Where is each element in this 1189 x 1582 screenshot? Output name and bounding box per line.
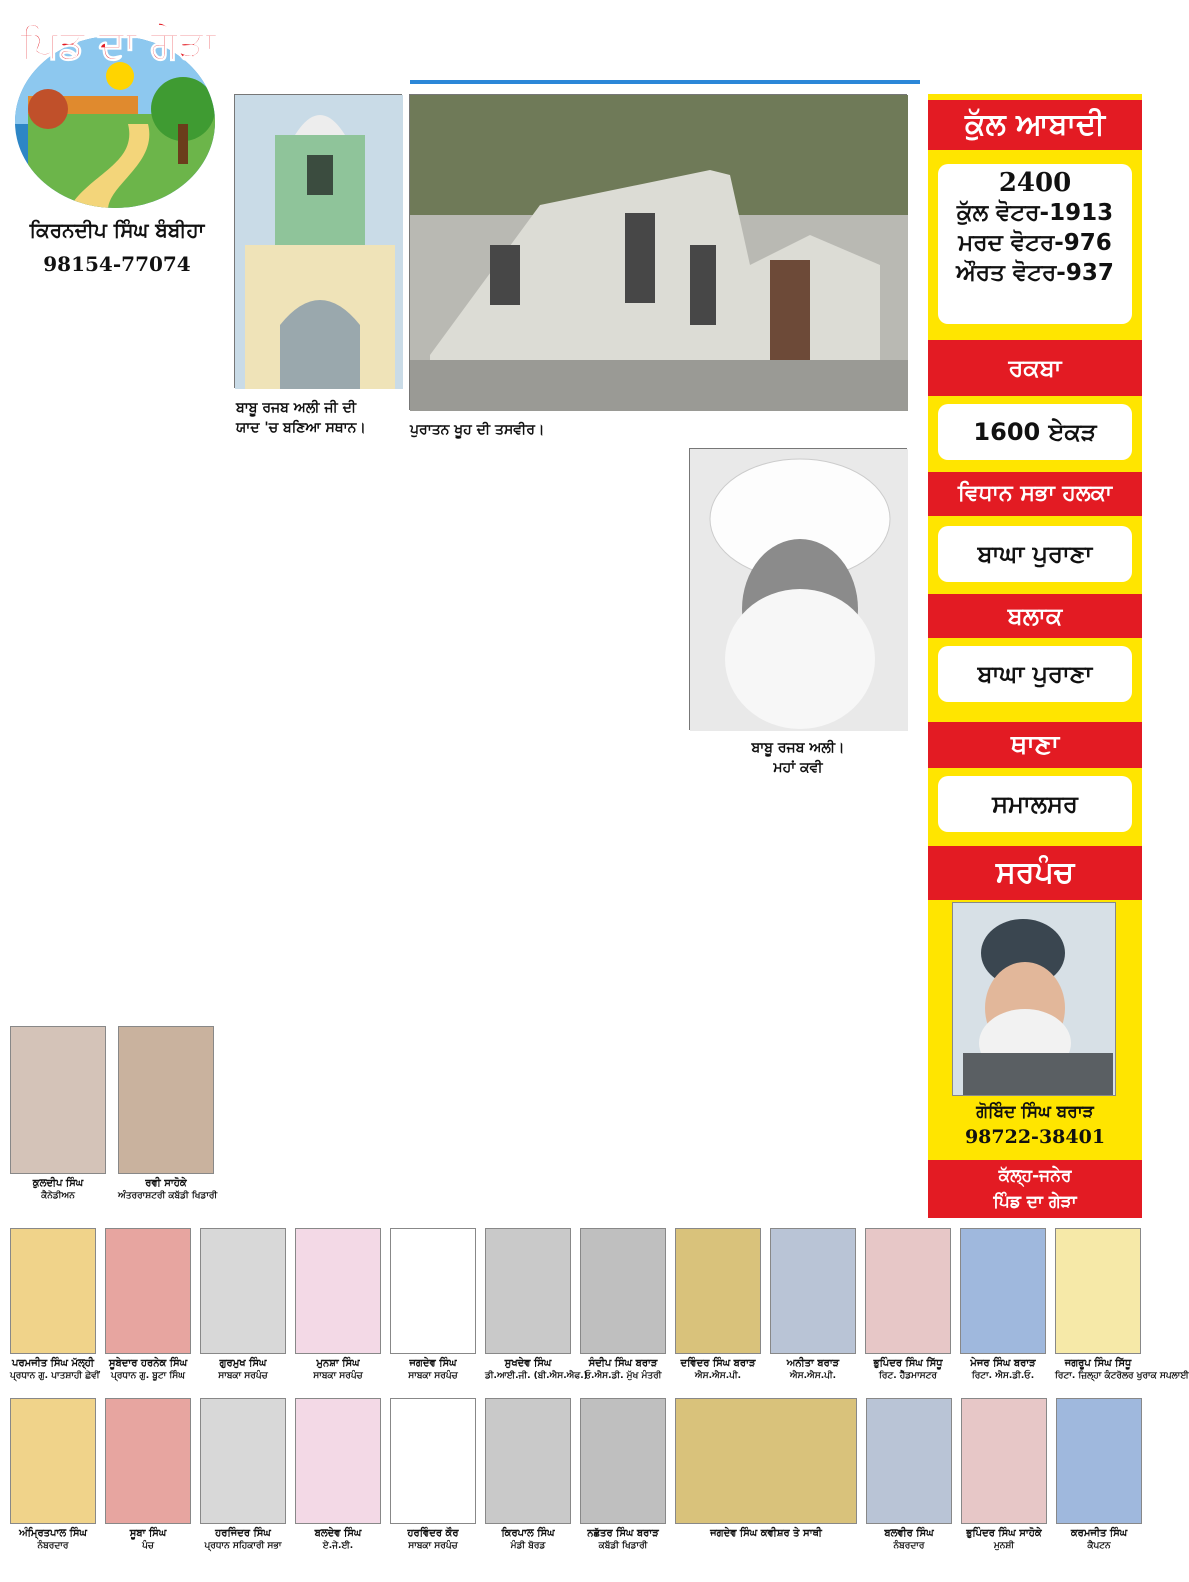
person-photo: [580, 1398, 666, 1524]
poet-caption-line2: ਮਹਾਂ ਕਵੀ: [773, 760, 823, 776]
person-card: [1056, 1398, 1142, 1552]
person-card: [200, 1228, 286, 1382]
person-card: [485, 1228, 588, 1382]
population-box: [938, 164, 1132, 324]
person-card: [485, 1398, 571, 1552]
person-photo: [866, 1398, 952, 1524]
person-photo: [105, 1398, 191, 1524]
person-photo: [865, 1228, 951, 1354]
person-desc: ਏ.ਜੇ.ਈ.: [322, 1541, 354, 1551]
person-card: [105, 1398, 191, 1552]
person-card: [770, 1228, 856, 1382]
footer-line1: ਕੱਲ੍ਹ-ਜਨੇਰ: [998, 1166, 1072, 1186]
person-name: ਮੇਜਰ ਸਿੰਘ ਬਰਾੜ: [970, 1358, 1036, 1369]
reporter-phone: 98154-77074: [43, 252, 191, 276]
person-photo: [10, 1398, 96, 1524]
memorial-caption-line2: ਯਾਦ 'ਚ ਬਣਿਆ ਸਥਾਨ।: [236, 420, 366, 436]
sarpanch-name: ਗੋਬਿੰਦ ਸਿੰਘ ਬਰਾੜ: [976, 1102, 1094, 1122]
person-name: ਭੁਪਿੰਦਰ ਸਿੰਘ ਸਿੱਧੂ: [873, 1358, 943, 1369]
person-desc: ਸਾਬਕਾ ਸਰਪੰਚ: [408, 1371, 458, 1381]
person-name: ਅਨੀਤਾ ਬਰਾੜ: [786, 1358, 840, 1369]
male-voters: ਮਰਦ ਵੋਟਰ-976: [958, 230, 1112, 256]
person-card-ravi: [118, 1026, 218, 1202]
person-desc: ਐਸ.ਐਸ.ਪੀ.: [789, 1371, 837, 1381]
person-photo: [960, 1228, 1046, 1354]
person-desc: ਸਾਬਕਾ ਸਰਪੰਚ: [313, 1371, 363, 1381]
person-desc: ਪ੍ਰਧਾਨ ਗੁ. ਬੂਟਾ ਸਿੰਘ: [111, 1371, 185, 1381]
village-round-logo: [8, 4, 222, 210]
person-card: [580, 1398, 666, 1552]
person-name: ਹਰਵਿੰਦਰ ਕੌਰ: [407, 1528, 459, 1539]
person-photo: [770, 1228, 856, 1354]
person-photo: [675, 1228, 761, 1354]
person-name: ਕਰਮਜੀਤ ਸਿੰਘ: [1070, 1528, 1128, 1539]
person-card: [866, 1398, 952, 1552]
person-desc: ਮੰਡੀ ਬੋਰਡ: [510, 1541, 546, 1551]
person-name: ਜਗਦੇਵ ਸਿੰਘ: [409, 1358, 457, 1369]
person-name: ਕਿਰਪਾਲ ਸਿੰਘ: [501, 1528, 555, 1539]
person-name: ਭੁਪਿੰਦਰ ਸਿੰਘ ਸਾਹੋਕੇ: [966, 1528, 1042, 1539]
well-structure-icon: [410, 95, 908, 411]
block-value: ਬਾਘਾ ਪੁਰਾਣਾ: [938, 646, 1132, 702]
person-card: [105, 1228, 191, 1382]
constituency-heading: ਵਿਧਾਨ ਸਭਾ ਹਲਕਾ: [928, 472, 1142, 516]
person-desc: ਕੈਪਟਨ: [1087, 1541, 1111, 1551]
poet-photo: [689, 448, 907, 730]
block-heading: ਬਲਾਕ: [928, 594, 1142, 638]
person-name: ਸੁਖਦੇਵ ਸਿੰਘ: [504, 1358, 552, 1369]
person-card: [1055, 1228, 1189, 1382]
person-name: ਦਵਿੰਦਰ ਸਿੰਘ ਬਰਾੜ: [680, 1358, 756, 1369]
person-desc: ਕਬੱਡੀ ਖਿਡਾਰੀ: [598, 1541, 648, 1551]
female-voters: ਔਰਤ ਵੋਟਰ-937: [956, 260, 1114, 286]
person-desc: ਪੰਚ: [142, 1541, 154, 1551]
area-value: 1600 ਏਕੜ: [938, 404, 1132, 460]
person-photo: [10, 1026, 106, 1174]
person-desc: ਪ੍ਰਧਾਨ ਗੁ. ਪਾਤਸ਼ਾਹੀ ਛੇਵੀਂ: [10, 1371, 100, 1381]
village-info-sidebar: [928, 94, 1142, 1218]
person-name: ਕੁਲਦੀਪ ਸਿੰਘ: [32, 1178, 84, 1189]
constituency-value: ਬਾਘਾ ਪੁਰਾਣਾ: [938, 526, 1132, 582]
population-heading: ਕੁੱਲ ਆਬਾਦੀ: [928, 100, 1142, 150]
person-name: ਜਗਰੂਪ ਸਿੰਘ ਸਿੱਧੂ: [1064, 1358, 1132, 1369]
person-card: [580, 1228, 666, 1382]
person-name: ਪਰਮਜੀਤ ਸਿੰਘ ਮੱਲ੍ਹੀ: [12, 1358, 94, 1369]
sarpanch-heading: ਸਰਪੰਚ: [928, 846, 1142, 900]
person-name: ਰਵੀ ਸਾਹੋਕੇ: [145, 1178, 187, 1189]
person-card: [675, 1398, 857, 1540]
ancient-well-photo: [409, 94, 907, 410]
person-desc: ਨੰਬਰਦਾਰ: [37, 1541, 69, 1551]
person-name: ਹਰਜਿੰਦਰ ਸਿੰਘ: [215, 1528, 271, 1539]
person-card: [200, 1398, 286, 1552]
person-card: [961, 1398, 1047, 1552]
sidebar-footer: [928, 1160, 1142, 1218]
police-station-heading: ਥਾਣਾ: [928, 722, 1142, 768]
person-name: ਬਲਵੀਰ ਸਿੰਘ: [884, 1528, 934, 1539]
person-card: [10, 1228, 100, 1382]
person-desc: ਕੈਨੇਡੀਅਨ: [41, 1191, 75, 1201]
poet-caption: [689, 738, 907, 778]
person-desc: ਰਿਟਾ. ਐਸ.ਡੀ.ਓ.: [971, 1371, 1035, 1381]
person-card: [865, 1228, 951, 1382]
person-desc: ਸਾਬਕਾ ਸਰਪੰਚ: [218, 1371, 268, 1381]
person-photo: [961, 1398, 1047, 1524]
person-desc: ਐਸ.ਐਸ.ਪੀ.: [694, 1371, 742, 1381]
person-name: ਸੰਦੀਪ ਸਿੰਘ ਬਰਾੜ: [588, 1358, 658, 1369]
person-photo: [200, 1228, 286, 1354]
person-desc: ਰਿਟ. ਹੈੱਡਮਾਸਟਰ: [878, 1371, 937, 1381]
person-card: [295, 1398, 381, 1552]
well-caption: ਪੁਰਾਤਨ ਖੂਹ ਦੀ ਤਸਵੀਰ।: [410, 422, 545, 438]
person-desc: ਓ.ਐਸ.ਡੀ. ਮੁੱਖ ਮੰਤਰੀ: [584, 1371, 662, 1381]
person-name: ਸੂਬਾ ਸਿੰਘ: [129, 1528, 167, 1539]
person-photo: [485, 1398, 571, 1524]
person-name: ਬਲਦੇਵ ਸਿੰਘ: [314, 1528, 362, 1539]
person-photo: [295, 1398, 381, 1524]
person-name: ਜਗਦੇਵ ਸਿੰਘ ਕਵੀਸ਼ਰ ਤੇ ਸਾਥੀ: [710, 1528, 822, 1539]
person-photo: [295, 1228, 381, 1354]
person-photo: [390, 1228, 476, 1354]
person-photo: [118, 1026, 214, 1174]
person-card: [675, 1228, 761, 1382]
memorial-building-icon: [235, 95, 403, 389]
person-desc: ਡੀ.ਆਈ.ਜੀ. (ਬੀ.ਐਸ.ਐਫ.): [485, 1371, 588, 1381]
sarpanch-photo: [952, 902, 1116, 1096]
footer-line2: ਪਿੰਡ ਦਾ ਗੇੜਾ: [993, 1192, 1077, 1212]
person-photo: [105, 1228, 191, 1354]
person-card: [390, 1398, 476, 1552]
person-card: [960, 1228, 1046, 1382]
population-total: 2400: [998, 168, 1072, 198]
person-photo: [675, 1398, 857, 1524]
person-photo: [10, 1228, 96, 1354]
person-name: ਅੰਮ੍ਰਿਤਪਾਲ ਸਿੰਘ: [19, 1528, 87, 1539]
person-desc: ਮੁਨਸ਼ੀ: [993, 1541, 1015, 1551]
person-desc: ਨੰਬਰਦਾਰ: [893, 1541, 925, 1551]
logo-title: ਪਿੰਡ ਦਾ ਗੇੜਾ: [20, 22, 216, 68]
memorial-photo: [234, 94, 402, 388]
area-heading: ਰਕਬਾ: [928, 340, 1142, 396]
person-card: [10, 1398, 96, 1552]
person-card: [295, 1228, 381, 1382]
person-name: ਸੂਬੇਦਾਰ ਹਰਨੇਕ ਸਿੰਘ: [108, 1358, 188, 1369]
person-photo: [485, 1228, 571, 1354]
poet-portrait-icon: [690, 449, 908, 731]
sarpanch-portrait-icon: [953, 903, 1115, 1095]
person-photo: [580, 1228, 666, 1354]
poet-caption-line1: ਬਾਬੂ ਰਜਬ ਅਲੀ।: [751, 740, 845, 756]
person-desc: ਅੰਤਰਰਾਸ਼ਟਰੀ ਕਬੱਡੀ ਖਿਡਾਰੀ: [118, 1191, 218, 1201]
police-station-value: ਸਮਾਲਸਰ: [938, 776, 1132, 832]
sarpanch-phone: 98722-38401: [964, 1126, 1106, 1148]
person-photo: [200, 1398, 286, 1524]
person-name: ਗੁਰਮੁਖ ਸਿੰਘ: [219, 1358, 267, 1369]
person-name: ਨਛੱਤਰ ਸਿੰਘ ਬਰਾੜ: [587, 1528, 659, 1539]
person-desc: ਸਾਬਕਾ ਸਰਪੰਚ: [408, 1541, 458, 1551]
person-desc: ਰਿਟਾ. ਜ਼ਿਲ੍ਹਾ ਕੰਟਰੋਲਰ ਖੁਰਾਕ ਸਪਲਾਈ: [1055, 1371, 1189, 1381]
top-divider: [410, 80, 920, 84]
person-photo: [1056, 1398, 1142, 1524]
person-name: ਮੁਨਸ਼ਾ ਸਿੰਘ: [316, 1358, 360, 1369]
person-card-kuldeep: [10, 1026, 106, 1202]
reporter-name: ਕਿਰਨਦੀਪ ਸਿੰਘ ਬੰਬੀਹਾ: [29, 218, 205, 242]
person-desc: ਪ੍ਰਧਾਨ ਸਹਿਕਾਰੀ ਸਭਾ: [204, 1541, 282, 1551]
total-voters: ਕੁੱਲ ਵੋਟਰ-1913: [956, 200, 1114, 226]
memorial-caption-line1: ਬਾਬੂ ਰਜਬ ਅਲੀ ਜੀ ਦੀ: [236, 400, 357, 416]
memorial-caption: [236, 398, 406, 438]
person-card: [390, 1228, 476, 1382]
person-photo: [390, 1398, 476, 1524]
person-photo: [1055, 1228, 1141, 1354]
